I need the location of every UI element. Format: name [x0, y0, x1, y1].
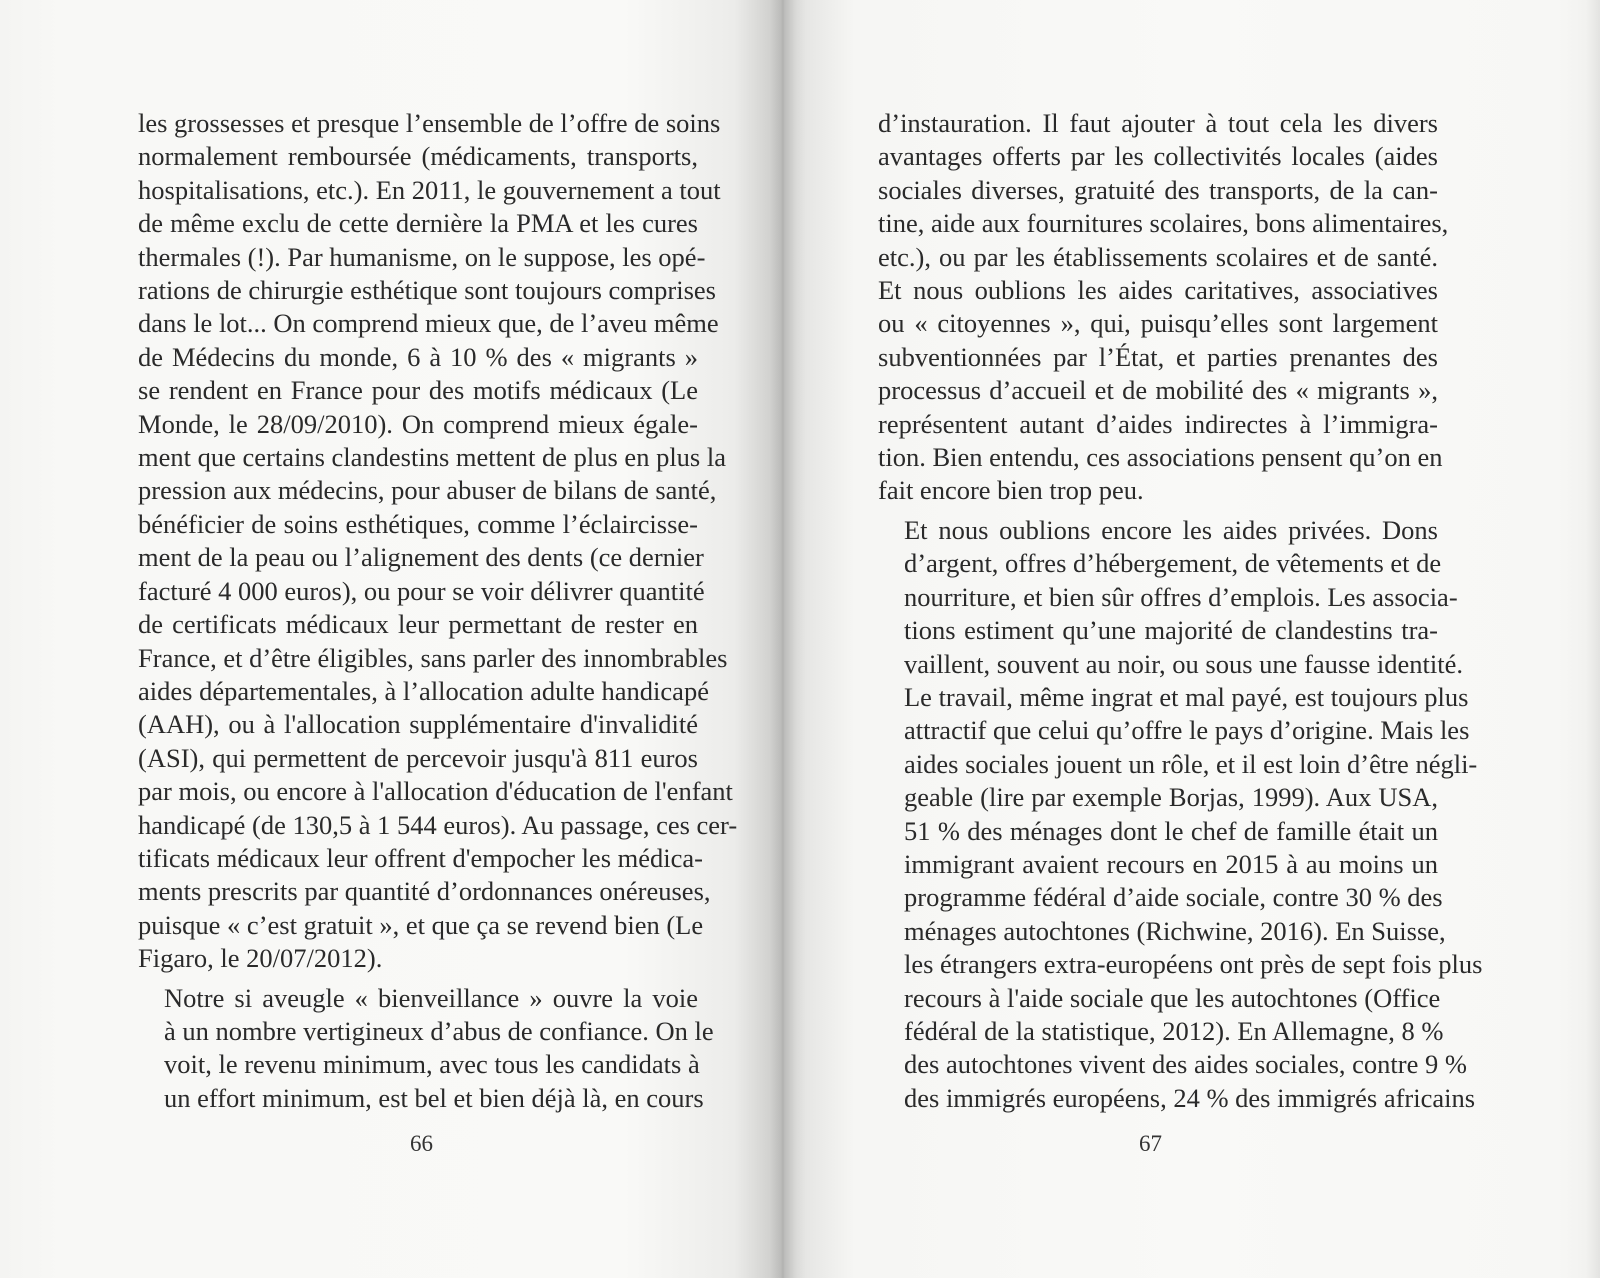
page-number-left: 66 — [410, 1131, 433, 1156]
text-line: France, et d’être éligibles, sans parler des innombrables — [138, 642, 728, 673]
text-line: tine, aide aux fournitures scolaires, bons alimentaires, — [878, 208, 1449, 239]
right-paragraph-2 — [878, 514, 1483, 1115]
text-line: hospitalisations, etc.). En 2011, le gouvernement a tout — [138, 174, 721, 205]
text-line: par mois, ou encore à l'allocation d'éducation de l'enfant — [138, 776, 733, 807]
text-line: Le travail, même ingrat et mal payé, est toujours plus — [904, 681, 1469, 712]
left-paragraph-2 — [138, 982, 714, 1116]
text-line: Et nous oublions encore les aides privées. Dons — [904, 514, 1438, 545]
text-line: normalement remboursée (médicaments, transports, — [138, 141, 698, 172]
text-line: des autochtones vivent des aides sociales, contre 9 % — [904, 1049, 1467, 1080]
text-line: attractif que celui qu’offre le pays d’origine. Mais les — [904, 715, 1470, 746]
text-line: sociales diverses, gratuité des transports, de la can- — [878, 174, 1438, 205]
text-line: représentent autant d’aides indirectes à l’immigra- — [878, 408, 1438, 439]
text-line: fédéral de la statistique, 2012). En Allemagne, 8 % — [904, 1015, 1444, 1046]
text-line: subventionnées par l’État, et parties prenantes des — [878, 341, 1438, 372]
text-line: Notre si aveugle « bienveillance » ouvre la voie — [164, 982, 698, 1013]
text-line: vaillent, souvent au noir, ou sous une fausse identité. — [904, 648, 1464, 679]
text-line: des immigrés européens, 24 % des immigrés africains — [904, 1082, 1476, 1113]
text-line: fait encore bien trop peu. — [878, 475, 1144, 506]
text-line: aides départementales, à l’allocation adulte handicapé — [138, 675, 709, 706]
text-line: facturé 4 000 euros), ou pour se voir délivrer quantité — [138, 575, 705, 606]
right-paragraph-1 — [878, 107, 1449, 508]
text-line: thermales (!). Par humanisme, on le suppose, les opé- — [138, 241, 706, 272]
text-line: etc.), ou par les établissements scolaires et de santé. — [878, 241, 1438, 272]
text-line: d’instauration. Il faut ajouter à tout cela les divers — [878, 108, 1438, 138]
text-line: nourriture, et bien sûr offres d’emplois. Les associa- — [904, 581, 1458, 612]
right-page-text — [878, 107, 1483, 1115]
text-line: ménages autochtones (Richwine, 2016). En Suisse, — [904, 915, 1446, 946]
text-line: recours à l'aide sociale que les autochtones (Office — [904, 982, 1441, 1013]
page-number-right: 67 — [1139, 1131, 1162, 1156]
text-line: rations de chirurgie esthétique sont toujours comprises — [138, 275, 716, 306]
text-line: ment que certains clandestins mettent de plus en plus la — [138, 442, 726, 473]
text-line: dans le lot... On comprend mieux que, de l’aveu même — [138, 308, 719, 339]
text-line: de même exclu de cette dernière la PMA et les cures — [138, 208, 698, 239]
text-line: tion. Bien entendu, ces associations pensent qu’on en — [878, 442, 1443, 473]
text-line: (AAH), ou à l'allocation supplémentaire d'invalidité — [138, 709, 698, 740]
left-paragraph-1 — [138, 107, 738, 976]
text-line: un effort minimum, est bel et bien déjà là, en cours — [164, 1082, 704, 1113]
text-line: les grossesses et presque l’ensemble de l’offre de soins — [138, 108, 721, 138]
text-line: Monde, le 28/09/2010). On comprend mieux égale- — [138, 408, 698, 439]
text-line: processus d’accueil et de mobilité des « migrants », — [878, 375, 1438, 406]
text-line: bénéficier de soins esthétiques, comme l’éclaircisse- — [138, 508, 698, 539]
text-line: geable (lire par exemple Borjas, 1999). Aux USA, — [904, 782, 1438, 813]
page-edge — [1586, 0, 1600, 1278]
left-page — [0, 0, 781, 1278]
text-line: Et nous oublions les aides caritatives, associatives — [878, 275, 1438, 306]
text-line: pression aux médecins, pour abuser de bilans de santé, — [138, 475, 717, 506]
text-line: aides sociales jouent un rôle, et il est loin d’être négli- — [904, 748, 1478, 779]
text-line: immigrant avaient recours en 2015 à au moins un — [904, 848, 1438, 879]
text-line: ments prescrits par quantité d’ordonnances onéreuses, — [138, 876, 711, 907]
text-line: les étrangers extra-européens ont près de sept fois plus — [904, 949, 1483, 980]
text-line: ou « citoyennes », qui, puisqu’elles sont largement — [878, 308, 1438, 339]
text-line: se rendent en France pour des motifs médicaux (Le — [138, 375, 698, 406]
text-line: puisque « c’est gratuit », et que ça se revend bien (Le — [138, 909, 704, 940]
text-line: Figaro, le 20/07/2012). — [138, 943, 383, 974]
text-line: voit, le revenu minimum, avec tous les candidats à — [164, 1049, 700, 1080]
text-line: de Médecins du monde, 6 à 10 % des « migrants » — [138, 341, 698, 372]
text-line: programme fédéral d’aide sociale, contre 30 % des — [904, 882, 1443, 913]
text-line: (ASI), qui permettent de percevoir jusqu'à 811 euros — [138, 742, 698, 773]
text-line: 51 % des ménages dont le chef de famille était un — [904, 815, 1438, 846]
text-line: tificats médicaux leur offrent d'empocher les médica- — [138, 842, 703, 873]
text-line: handicapé (de 130,5 à 1 544 euros). Au passage, ces cer- — [138, 809, 738, 840]
text-line: avantages offerts par les collectivités locales (aides — [878, 141, 1438, 172]
text-line: à un nombre vertigineux d’abus de confiance. On le — [164, 1015, 714, 1046]
text-line: de certificats médicaux leur permettant de rester en — [138, 609, 698, 640]
text-line: tions estiment qu’une majorité de clandestins tra- — [904, 615, 1438, 646]
text-line: ment de la peau ou l’alignement des dents (ce dernier — [138, 542, 704, 573]
left-page-text — [138, 107, 738, 1115]
text-line: d’argent, offres d’hébergement, de vêtements et de — [904, 548, 1442, 579]
